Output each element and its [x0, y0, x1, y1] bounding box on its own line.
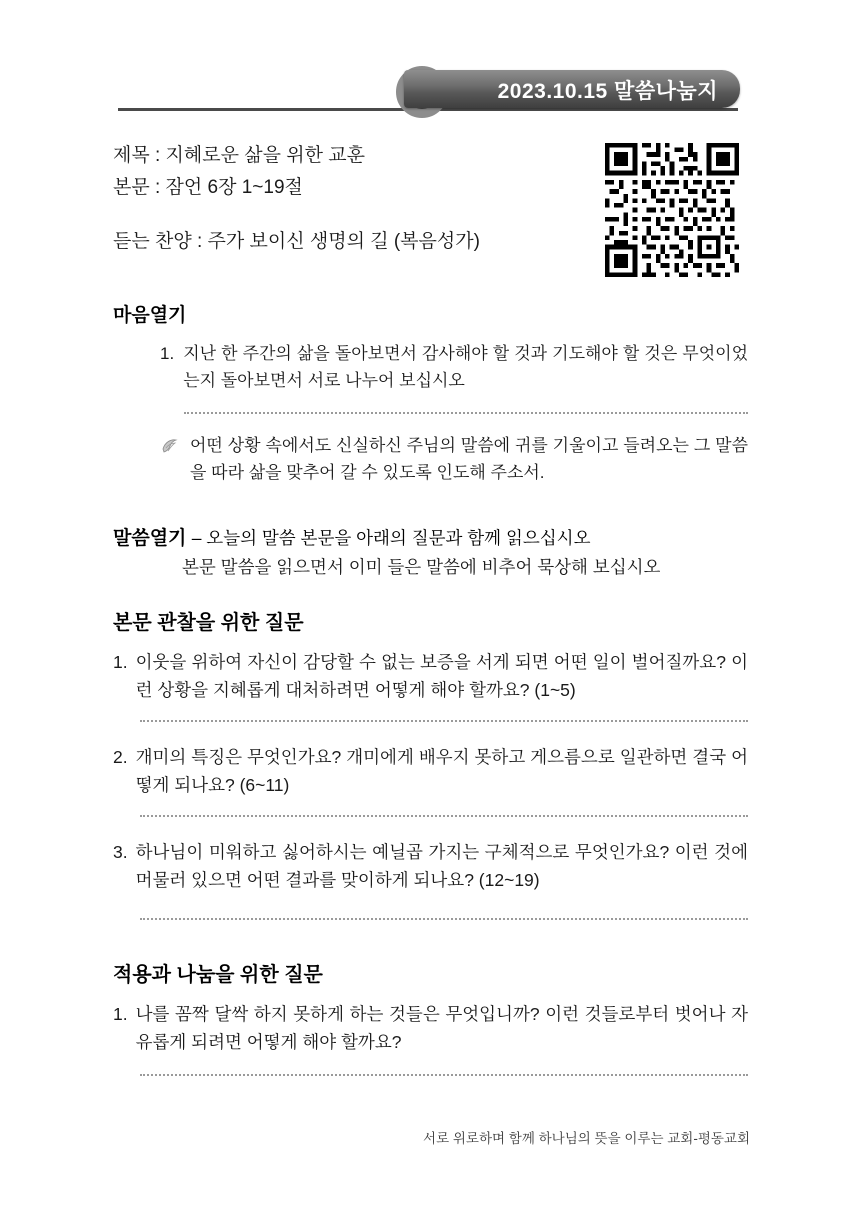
section-title-open-word	[113, 523, 590, 550]
question-number: 1.	[113, 1004, 128, 1024]
open-heart-prayer-text: 어떤 상황 속에서도 신실하신 주님의 말씀에 귀를 기울이고 들려오는 그 말씀을 따라 삶을 맞추어 갈 수 있도록 인도해 주소서.	[190, 436, 748, 482]
write-line	[140, 815, 748, 817]
question-text: 나를 꼼짝 달싹 하지 못하게 하는 것들은 무엇입니까? 이런 것들로부터 벗어나 자유롭게 되려면 어떻게 해야 할까요?	[135, 1004, 748, 1052]
meta-hymn-label: 듣는 찬양 :	[113, 231, 208, 252]
open-word-subtext: 본문 말씀을 읽으면서 이미 들은 말씀에 비추어 묵상해 보십시오	[182, 557, 661, 577]
page-header	[0, 62, 860, 122]
meta-scripture-value: 잠언 6장 1~19절	[165, 177, 303, 198]
section-title-application: 적용과 나눔을 위한 질문	[113, 964, 323, 986]
meta-subject-value: 지혜로운 삶을 위한 교훈	[165, 145, 365, 166]
section-title-observation: 본문 관찰을 위한 질문	[113, 612, 304, 634]
document-meta	[113, 140, 593, 258]
meta-hymn-row	[113, 226, 593, 258]
list-item	[160, 340, 748, 394]
meta-hymn-value: 주가 보이신 생명의 길 (복음성가)	[207, 231, 480, 252]
page-title: 2023.10.15 말씀나눔지	[497, 80, 718, 103]
open-heart-prayer	[160, 432, 748, 486]
observation-question-2	[113, 743, 748, 799]
question-text: 하나님이 미워하고 싫어하시는 예닐곱 가지는 구체적으로 무엇인가요? 이런 것에 머물러 있으면 어떤 결과를 맞이하게 되나요? (12~19)	[135, 842, 748, 890]
list-item-text: 지난 한 주간의 삶을 돌아보면서 감사해야 할 것과 기도해야 할 것은 무엇이었는지 돌아보면서 서로 나누어 보십시오	[183, 344, 748, 390]
meta-subject-row	[113, 140, 593, 172]
footer-text: 서로 위로하며 함께 하나님의 뜻을 이루는 교회-평동교회	[423, 1131, 750, 1146]
open-heart-item-list	[160, 340, 748, 394]
observation-question-3	[113, 838, 748, 894]
question-text: 개미의 특징은 무엇인가요? 개미에게 배우지 못하고 게으름으로 일관하면 결국 어떻게 되나요? (6~11)	[135, 747, 748, 795]
open-word-note: – 오늘의 말씀 본문을 아래의 질문과 함께 읽으십시오	[191, 528, 591, 548]
meta-scripture-label: 본문 :	[113, 177, 166, 198]
qr-code	[605, 143, 739, 277]
section-title-open-heart: 마음열기	[113, 305, 187, 326]
write-line	[140, 1074, 748, 1076]
write-line	[184, 412, 748, 414]
write-line	[140, 720, 748, 722]
question-number: 2.	[113, 747, 128, 767]
question-number: 3.	[113, 842, 128, 862]
dove-icon	[160, 436, 180, 456]
write-line	[140, 918, 748, 920]
meta-subject-label: 제목 :	[113, 145, 166, 166]
open-word-title: 말씀열기	[113, 528, 187, 549]
observation-question-1	[113, 648, 748, 704]
application-question-1	[113, 1000, 748, 1056]
meta-spacer	[113, 204, 593, 226]
qr-code-image	[605, 143, 739, 277]
question-number: 1.	[113, 652, 128, 672]
dove-icon-svg	[160, 436, 180, 456]
question-text: 이웃을 위하여 자신이 감당할 수 없는 보증을 서게 되면 어떤 일이 벌어질까요? 이런 상황을 지혜롭게 대처하려면 어떻게 해야 할까요? (1~5)	[135, 652, 748, 700]
meta-scripture-row	[113, 172, 593, 204]
list-item-number: 1.	[160, 344, 175, 363]
